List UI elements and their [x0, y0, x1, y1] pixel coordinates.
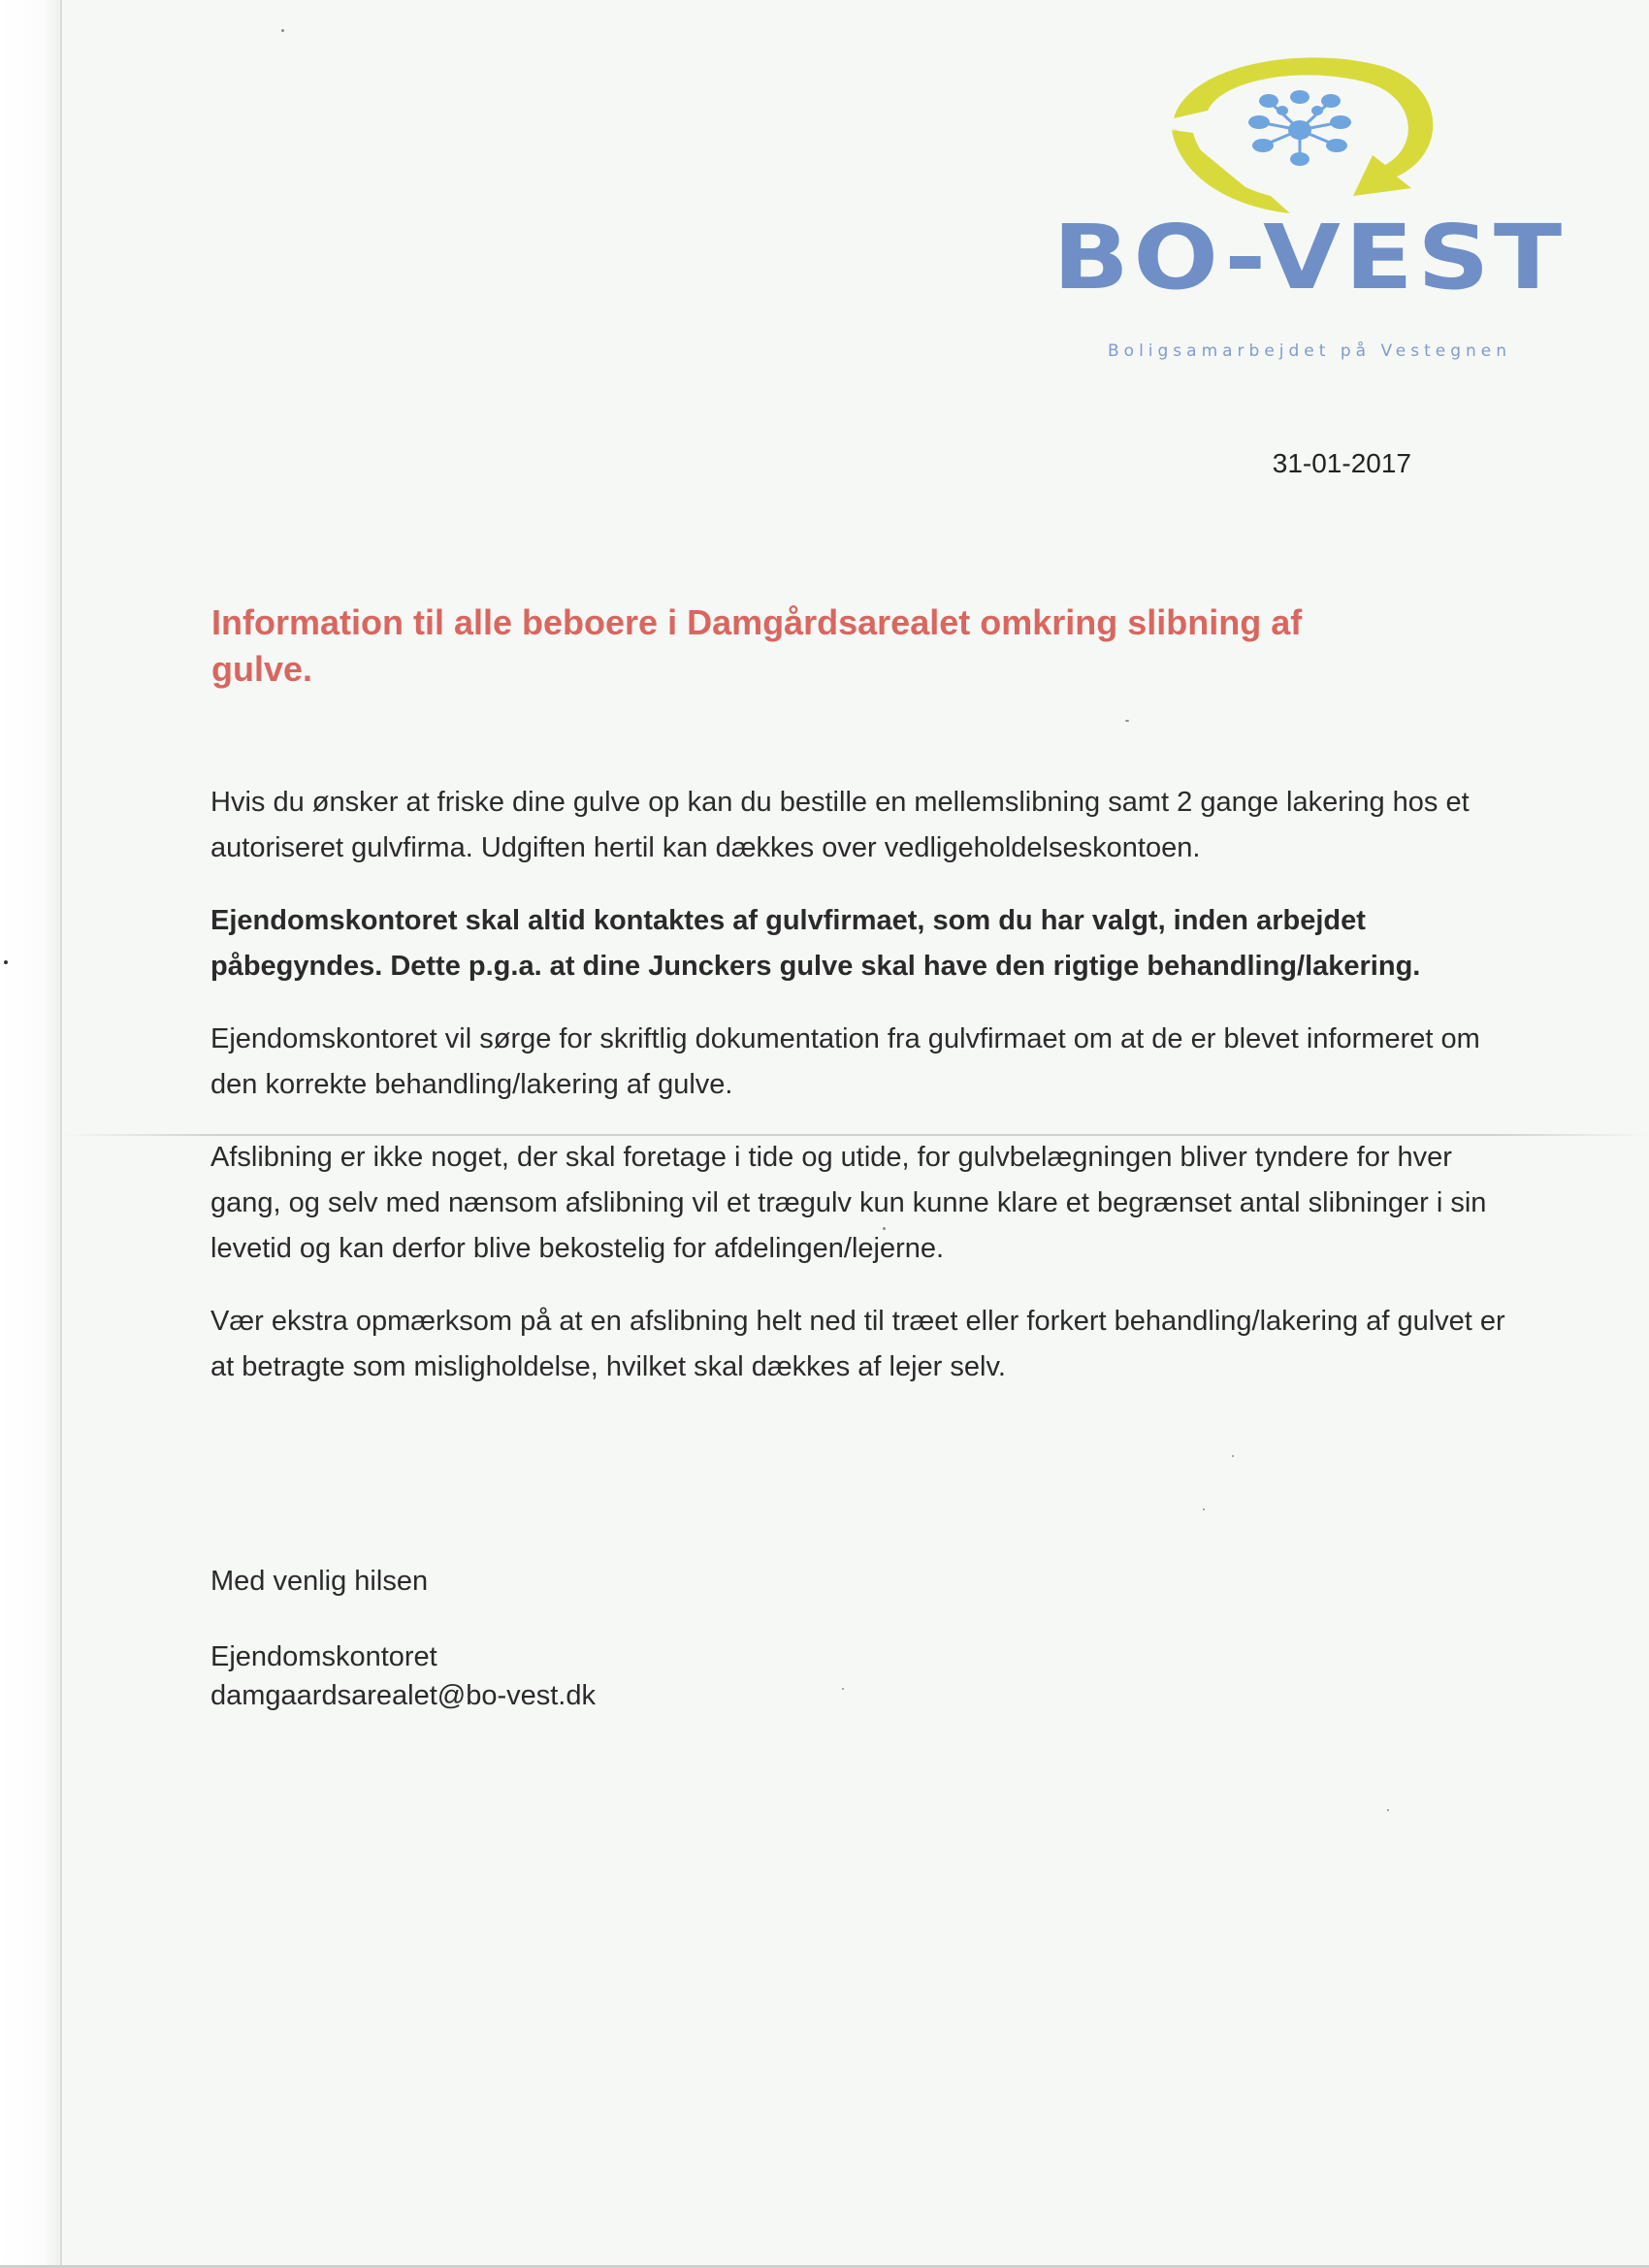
bo-vest-logo	[1052, 50, 1567, 361]
sender-name: Ejendomskontoret	[210, 1641, 437, 1672]
paragraph-contact-office: Ejendomskontoret skal altid kontaktes af gulvfirmaet, som du har valgt, inden arbejdet påbegyndes. Dette p.g.a. at dine Junckers gulve skal have den rigtige behandling/lakering.	[210, 905, 1421, 982]
paragraph-floor-refresh: Hvis du ønsker at friske dine gulve op kan du bestille en mellemslibning samt 2 gange lakering hos et autoriseret gulvfirma. Udgiften hertil kan dækkes over vedligeholdelseskontoen.	[210, 787, 1470, 863]
letter-title: Information til alle beboere i Damgårdsarealet omkring slibning af gulve.	[211, 602, 1303, 689]
paragraph-misuse-notice: Vær ekstra opmærksom på at en afslibning helt ned til træet eller forkert behandling/lakering af gulvet er at betragte som misligholdelse, hvilket skal dækkes af lejer selv.	[210, 1306, 1505, 1382]
letter-closing: Med venlig hilsen	[210, 1566, 429, 1597]
sender-email: damgaardsarealet@bo-vest.dk	[210, 1680, 596, 1711]
scan-speck	[1232, 1455, 1234, 1457]
letter-body	[210, 780, 1510, 1417]
logo-tagline: Boligsamarbejdet på Vestegnen	[1108, 341, 1511, 361]
scan-speck	[281, 29, 284, 32]
scan-speck	[1203, 1508, 1205, 1510]
scan-left-margin	[0, 0, 60, 2268]
letter-sender	[210, 1637, 1083, 1715]
scan-speck	[1387, 1809, 1389, 1811]
logo-dot-links	[1259, 101, 1341, 159]
scan-speck	[1125, 720, 1129, 722]
letter-date: 31-01-2017	[1272, 448, 1411, 478]
paragraph-documentation: Ejendomskontoret vil sørge for skriftlig dokumentation fra gulvfirmaet om at de er blevet informeret om den korrekte behandling/lakering af gulve.	[210, 1023, 1480, 1100]
logo-emblem-icon	[1154, 50, 1445, 220]
paragraph-sanding-warning: Afslibning er ikke noget, der skal foretage i tide og utide, for gulvbelægningen bliver tyndere for hver gang, og selv med nænsom afslibning vil et trægulv kun kunne klare et begrænset antal slibninger i sin levetid og kan derfor blive bekostelig for afdelingen/lejerne.	[210, 1142, 1487, 1264]
logo-wordmark: BO-VEST	[1052, 206, 1567, 309]
scan-speck	[4, 960, 8, 964]
